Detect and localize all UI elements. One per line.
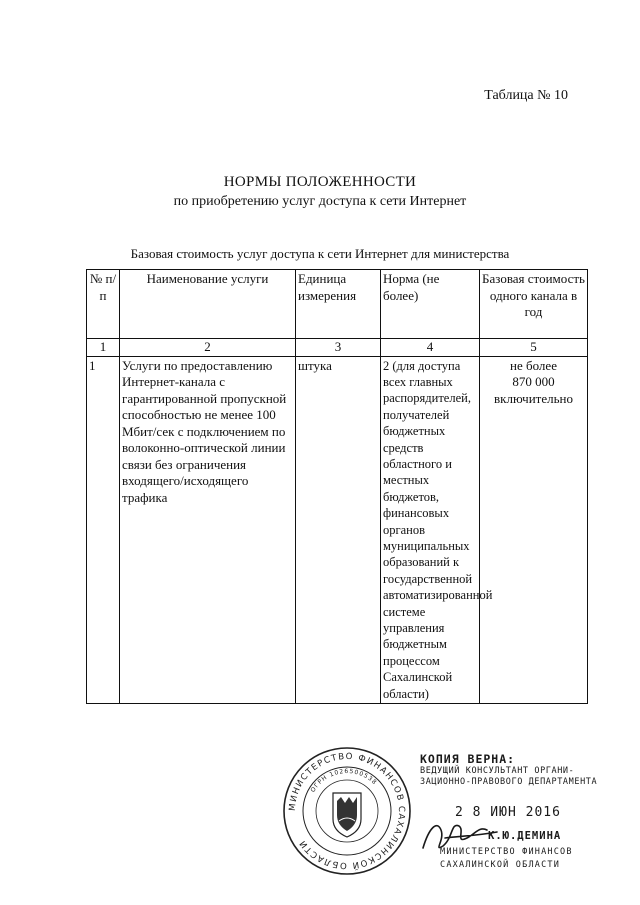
header-num: № п/п	[87, 270, 120, 339]
ministry-line: МИНИСТЕРСТВО ФИНАНСОВ	[440, 847, 573, 857]
table-row	[87, 356, 588, 704]
table-caption: Базовая стоимость услуг доступа к сети Интернет для министерства	[130, 246, 510, 261]
copy-title: КОПИЯ ВЕРНА:	[420, 752, 516, 766]
header-unit: Единица измерения	[296, 270, 381, 339]
column-number: 3	[296, 339, 381, 357]
table-number: Таблица № 10	[484, 88, 568, 103]
column-number: 5	[480, 339, 588, 357]
row-service: Услуги по предоставлению Интернет-канала с гарантированной пропускной способностью не менее 100 Мбит/сек с подключением по волоконно-оптической линии связи без ограничения входящего/исходящего трафика	[120, 356, 296, 704]
ministry-line: САХАЛИНСКОЙ ОБЛАСТИ	[440, 860, 561, 870]
seal-ogrn: ОГРН 1026500538	[309, 767, 379, 794]
row-cost	[480, 356, 588, 704]
row-unit: штука	[296, 356, 381, 704]
cost-line: включительно	[494, 390, 573, 406]
document-title: НОРМЫ ПОЛОЖЕННОСТИ	[223, 174, 417, 190]
header-cost: Базовая стоимость одного канала в год	[480, 270, 588, 339]
cost-value: 870 000	[512, 374, 555, 389]
norms-table	[86, 269, 588, 704]
copy-certification	[420, 752, 620, 788]
column-number: 1	[87, 339, 120, 357]
header-norm: Норма (не более)	[381, 270, 480, 339]
ministry-name	[440, 846, 573, 872]
seal-text: МИНИСТЕРСТВО ФИНАНСОВ САХАЛИНСКОЙ ОБЛАСТИ	[287, 751, 407, 871]
position-line: ЗАЦИОННО-ПРАВОВОГО ДЕПАРТАМЕНТА	[420, 777, 598, 787]
row-num: 1	[87, 356, 120, 704]
column-number: 2	[120, 339, 296, 357]
header-service: Наименование услуги	[120, 270, 296, 339]
row-norm: 2 (для доступа всех главных распорядителей, получателей бюджетных средств областного и местных бюджетов, финансовых органов муниципальных образований к государственной автоматизированной системе управления бюджетным процессом Сахалинской области)	[381, 356, 480, 704]
cost-line: не более	[510, 357, 557, 373]
position-line: ВЕДУЩИЙ КОНСУЛЬТАНТ ОРГАНИ-	[420, 766, 575, 776]
header-row	[87, 270, 588, 339]
stamp-date: 2 8 ИЮН 2016	[455, 805, 561, 820]
signer-name: К.Ю.ДЕМИНА	[488, 830, 562, 842]
official-seal	[281, 745, 413, 877]
column-number: 4	[381, 339, 480, 357]
column-number-row	[87, 339, 588, 357]
coat-of-arms-icon	[333, 793, 361, 837]
document-subtitle: по приобретению услуг доступа к сети Интернет	[173, 194, 467, 209]
